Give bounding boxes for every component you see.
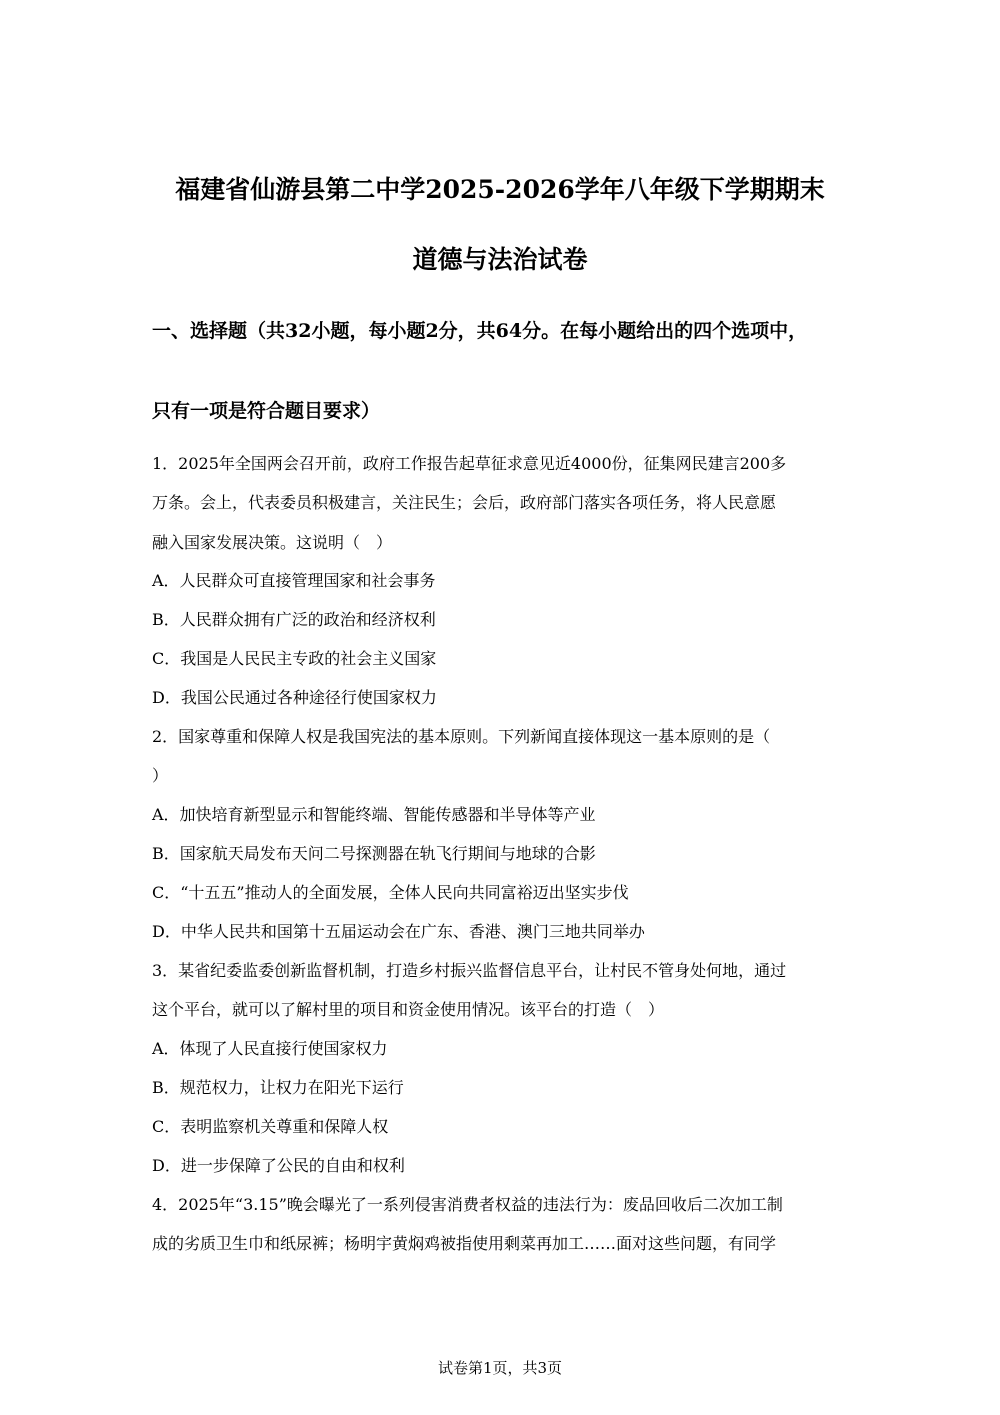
page-footer: 试卷第1页，共3页 xyxy=(437,1359,563,1377)
answer-option: B．规范权力，让权力在阳光下运行 xyxy=(152,1078,404,1097)
question-text-line: 这个平台，就可以了解村里的项目和资金使用情况。该平台的打造（ ） xyxy=(152,1000,665,1019)
question-text-line: 万条。会上，代表委员积极建言，关注民生；会后，政府部门落实各项任务，将人民意愿 xyxy=(152,493,777,512)
answer-option: B．国家航天局发布天问二号探测器在轨飞行期间与地球的合影 xyxy=(152,844,596,863)
question-text-line: 融入国家发展决策。这说明（ ） xyxy=(152,533,393,552)
answer-option: B．人民群众拥有广泛的政治和经济权利 xyxy=(152,610,436,629)
answer-option: A．体现了人民直接行使国家权力 xyxy=(152,1039,388,1058)
question-text-line: 3．某省纪委监委创新监督机制，打造乡村振兴监督信息平台，让村民不管身处何地，通过 xyxy=(152,961,787,980)
exam-title-line-1: 福建省仙游县第二中学2025-2026学年八年级下学期期末 xyxy=(175,175,825,204)
question-text-line: 1．2025年全国两会召开前，政府工作报告起草征求意见近4000份，征集网民建言200多 xyxy=(152,454,787,473)
exam-title-line-2: 道德与法治试卷 xyxy=(412,245,588,274)
section-heading-line-1: 一、选择题（共32小题，每小题2分，共64分。在每小题给出的四个选项中， xyxy=(152,320,808,342)
answer-option: C．“十五五”推动人的全面发展，全体人民向共同富裕迈出坚实步伐 xyxy=(152,883,629,902)
question-text-line: ） xyxy=(152,766,169,785)
answer-option: C．我国是人民民主专政的社会主义国家 xyxy=(152,649,437,668)
answer-option: A．加快培育新型显示和智能终端、智能传感器和半导体等产业 xyxy=(152,805,596,824)
question-text-line: 成的劣质卫生巾和纸尿裤；杨明宇黄焖鸡被指使用剩菜再加工……面对这些问题，有同学 xyxy=(152,1234,777,1253)
answer-option: D．中华人民共和国第十五届运动会在广东、香港、澳门三地共同举办 xyxy=(152,922,645,941)
answer-option: C．表明监察机关尊重和保障人权 xyxy=(152,1117,389,1136)
answer-option: A．人民群众可直接管理国家和社会事务 xyxy=(152,571,436,590)
answer-option: D．进一步保障了公民的自由和权利 xyxy=(152,1156,405,1175)
answer-option: D．我国公民通过各种途径行使国家权力 xyxy=(152,688,437,707)
question-text-line: 4．2025年“3.15”晚会曝光了一系列侵害消费者权益的违法行为：废品回收后二次加工制 xyxy=(152,1195,783,1214)
question-text-line: 2．国家尊重和保障人权是我国宪法的基本原则。下列新闻直接体现这一基本原则的是（ xyxy=(152,727,771,746)
section-heading-line-2: 只有一项是符合题目要求） xyxy=(152,400,381,422)
